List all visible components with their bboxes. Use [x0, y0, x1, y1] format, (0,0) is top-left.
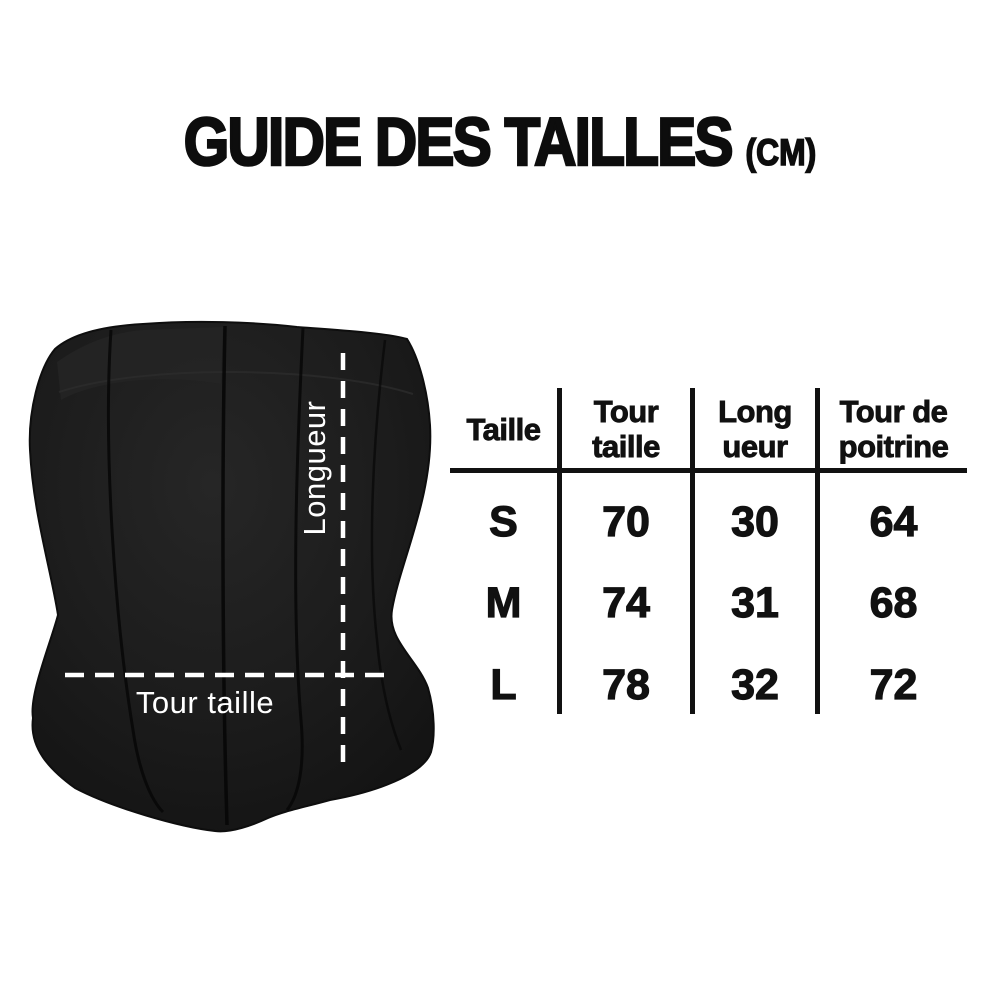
table-header-tour-taille: Tour taille [562, 388, 695, 470]
table-header-longueur: Long ueur [695, 388, 820, 470]
size-diagram [15, 300, 465, 860]
page-title [70, 104, 930, 180]
table-cell-m-tour-de-poitrine: 68 [869, 579, 918, 627]
table-cell-s-longueur: 30 [695, 470, 820, 551]
waist-label: Tour taille [135, 685, 275, 720]
table-cell-l-longueur: 32 [695, 632, 820, 714]
table-cell-size-l: L [450, 632, 562, 714]
table-header-tour-de-poitrine: Tour de poitrine [838, 394, 949, 464]
table-cell-l-tour-taille: 78 [562, 632, 695, 714]
table-cell-size-m: M [450, 551, 562, 632]
table-cell-l-tour-de-poitrine: 72 [869, 660, 918, 709]
table-cell-s-tour-taille: 70 [562, 470, 695, 551]
table-header-taille: Taille [450, 388, 562, 470]
table-cell-size-s: S [450, 470, 562, 551]
table-cell-s-tour-de-poitrine: 64 [869, 498, 918, 546]
table-cell-m-tour-taille: 74 [562, 551, 695, 632]
length-label: Longueur [297, 400, 332, 536]
page-title-unit: (CM) [745, 132, 817, 173]
table-cell-m-longueur: 31 [695, 551, 820, 632]
page-title-text: GUIDE DES TAILLES [183, 104, 732, 180]
table-header-divider [450, 468, 967, 473]
corset-illustration [15, 300, 465, 860]
size-table [450, 388, 967, 714]
